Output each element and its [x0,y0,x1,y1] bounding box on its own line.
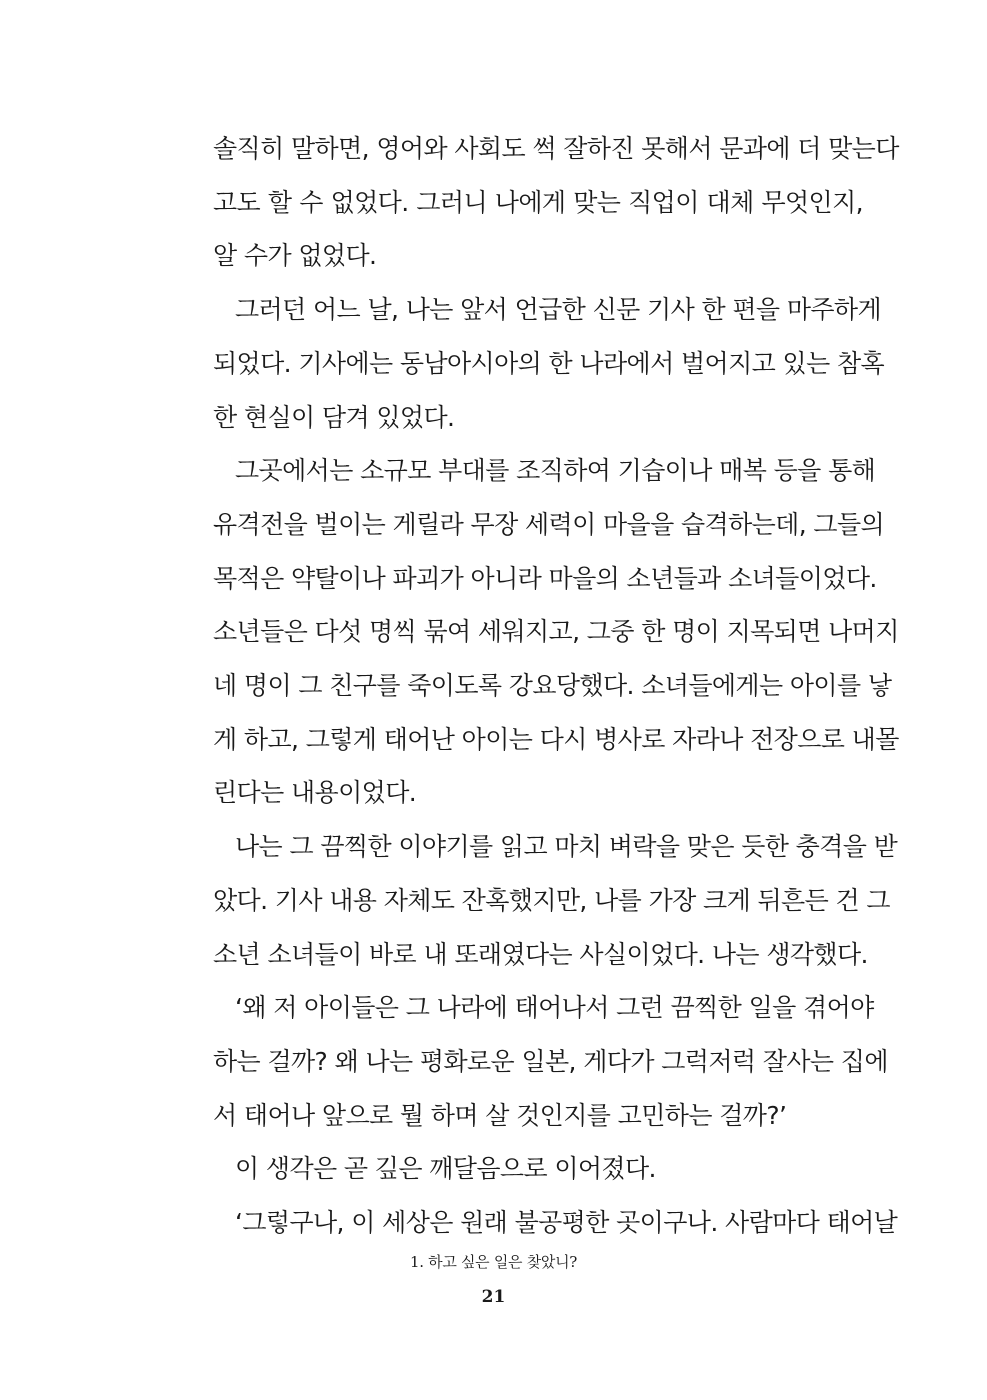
text-line: 목적은 약탈이나 파괴가 아니라 마을의 소년들과 소녀들이었다. [213,563,877,593]
text-line: 한 현실이 담겨 있었다. [213,402,455,432]
text-line: 게 하고, 그렇게 태어난 아이는 다시 병사로 자라나 전장으로 내몰 [213,724,899,754]
text-line: 알 수가 없었다. [213,241,377,271]
text-line: 유격전을 벌이는 게릴라 무장 세력이 마을을 습격하는데, 그들의 [213,509,885,539]
text-line: 서 태어나 앞으로 뭘 하며 살 것인지를 고민하는 걸까?’ [213,1100,787,1130]
text-line: 되었다. 기사에는 동남아시아의 한 나라에서 벌어지고 있는 참혹 [213,348,885,378]
text-line: 솔직히 말하면, 영어와 사회도 썩 잘하진 못해서 문과에 더 맞는다 [213,134,899,163]
body-text [213,122,899,1250]
text-line: 이 생각은 곧 깊은 깨달음으로 이어졌다. [235,1154,656,1184]
page-number: 21 [481,1287,506,1307]
text-line: 네 명이 그 친구를 죽이도록 강요당했다. 소녀들에게는 아이를 낳 [213,671,892,701]
text-line: 하는 걸까? 왜 나는 평화로운 일본, 게다가 그럭저럭 잘사는 집에 [213,1046,888,1076]
text-line: 소년들은 다섯 명씩 묶여 세워지고, 그중 한 명이 지목되면 나머지 [213,617,899,647]
text-line: 나는 그 끔찍한 이야기를 읽고 마치 벼락을 맞은 듯한 충격을 받 [235,832,898,862]
text-line: 그곳에서는 소규모 부대를 조직하여 기습이나 매복 등을 통해 [235,456,876,486]
running-footer-chapter-title: 1. 하고 싶은 일은 찾았니? [409,1253,578,1271]
text-line: 린다는 내용이었다. [213,778,417,808]
text-line: 소년 소녀들이 바로 내 또래였다는 사실이었다. 나는 생각했다. [213,939,868,969]
text-line: 았다. 기사 내용 자체도 잔혹했지만, 나를 가장 크게 뒤흔든 건 그 [213,885,890,915]
text-line: ‘그렇구나, 이 세상은 원래 불공평한 곳이구나. 사람마다 태어날 [235,1208,898,1238]
text-line: 그러던 어느 날, 나는 앞서 언급한 신문 기사 한 편을 마주하게 [235,295,882,325]
text-line: 고도 할 수 없었다. 그러니 나에게 맞는 직업이 대체 무엇인지, [213,187,863,217]
text-line: ‘왜 저 아이들은 그 나라에 태어나서 그런 끔찍한 일을 겪어야 [235,993,874,1023]
